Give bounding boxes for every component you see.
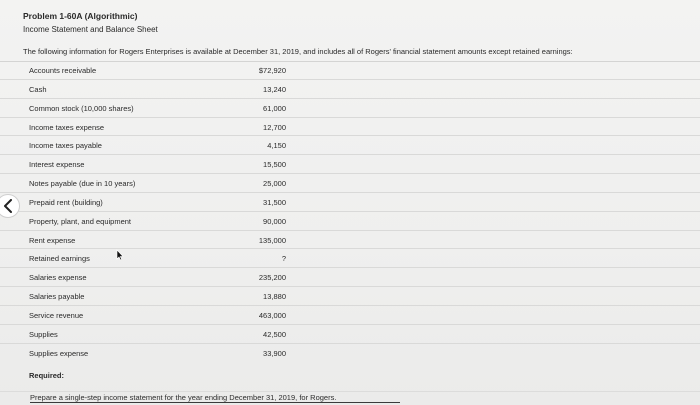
item-value: 31,500 — [263, 197, 286, 207]
item-row — [0, 268, 700, 287]
item-label: Salaries expense — [29, 273, 87, 283]
item-label: Property, plant, and equipment — [29, 216, 132, 226]
required-prompt: Prepare a single-step income statement for the year ending December 31, 2019, for Rogers. — [30, 393, 337, 402]
mouse-pointer-icon — [116, 249, 124, 261]
item-label: Income taxes payable — [29, 141, 102, 151]
problem-subtitle: Income Statement and Balance Sheet — [23, 25, 158, 34]
item-row — [0, 118, 700, 137]
item-row — [0, 249, 700, 268]
item-value: 135,000 — [258, 235, 286, 245]
item-value: 12,700 — [263, 122, 286, 132]
item-value: 13,880 — [263, 292, 286, 302]
item-label: Retained earnings — [29, 254, 90, 264]
item-value: ? — [281, 254, 286, 264]
prompt-underline — [30, 402, 400, 403]
required-heading: Required: — [29, 371, 65, 380]
item-label: Prepaid rent (building) — [29, 197, 103, 207]
item-row — [0, 231, 700, 250]
chevron-left-icon — [2, 199, 14, 213]
item-value: 90,000 — [263, 216, 286, 226]
item-value: 235,200 — [258, 273, 286, 283]
item-label: Income taxes expense — [29, 122, 105, 132]
item-row — [0, 306, 700, 325]
item-label: Common stock (10,000 shares) — [29, 103, 134, 113]
item-label: Supplies — [29, 329, 58, 339]
item-row — [0, 193, 700, 212]
item-row — [0, 174, 700, 193]
item-row — [0, 136, 700, 155]
problem-intro: The following information for Rogers Enterprises is available at December 31, 2019, and includes all of Rogers' financial statement amounts except retained earnings: — [23, 47, 573, 56]
item-label: Notes payable (due in 10 years) — [29, 179, 136, 189]
item-value: 13,240 — [263, 84, 286, 94]
problem-title: Problem 1-60A (Algorithmic) — [23, 11, 138, 21]
item-value: 42,500 — [263, 329, 286, 339]
item-value: 4,150 — [267, 141, 286, 151]
item-row — [0, 344, 700, 363]
item-row — [0, 155, 700, 174]
item-label: Interest expense — [29, 160, 85, 170]
item-value: 33,900 — [263, 348, 286, 358]
item-value: 25,000 — [263, 179, 286, 189]
table-bottom-rule — [0, 391, 700, 392]
financial-items-table — [0, 61, 700, 363]
item-label: Accounts receivable — [29, 66, 97, 75]
item-row — [0, 61, 700, 80]
item-row — [0, 212, 700, 231]
item-value: 61,000 — [263, 103, 286, 113]
item-row — [0, 80, 700, 99]
item-label: Salaries payable — [29, 292, 85, 302]
item-value: $72,920 — [258, 66, 286, 75]
item-value: 463,000 — [258, 310, 286, 320]
item-value: 15,500 — [263, 160, 286, 170]
item-label: Rent expense — [29, 235, 76, 245]
item-label: Cash — [29, 84, 47, 94]
item-row — [0, 325, 700, 344]
item-row — [0, 99, 700, 118]
item-label: Service revenue — [29, 310, 84, 320]
item-label: Supplies expense — [29, 348, 89, 358]
item-row — [0, 287, 700, 306]
